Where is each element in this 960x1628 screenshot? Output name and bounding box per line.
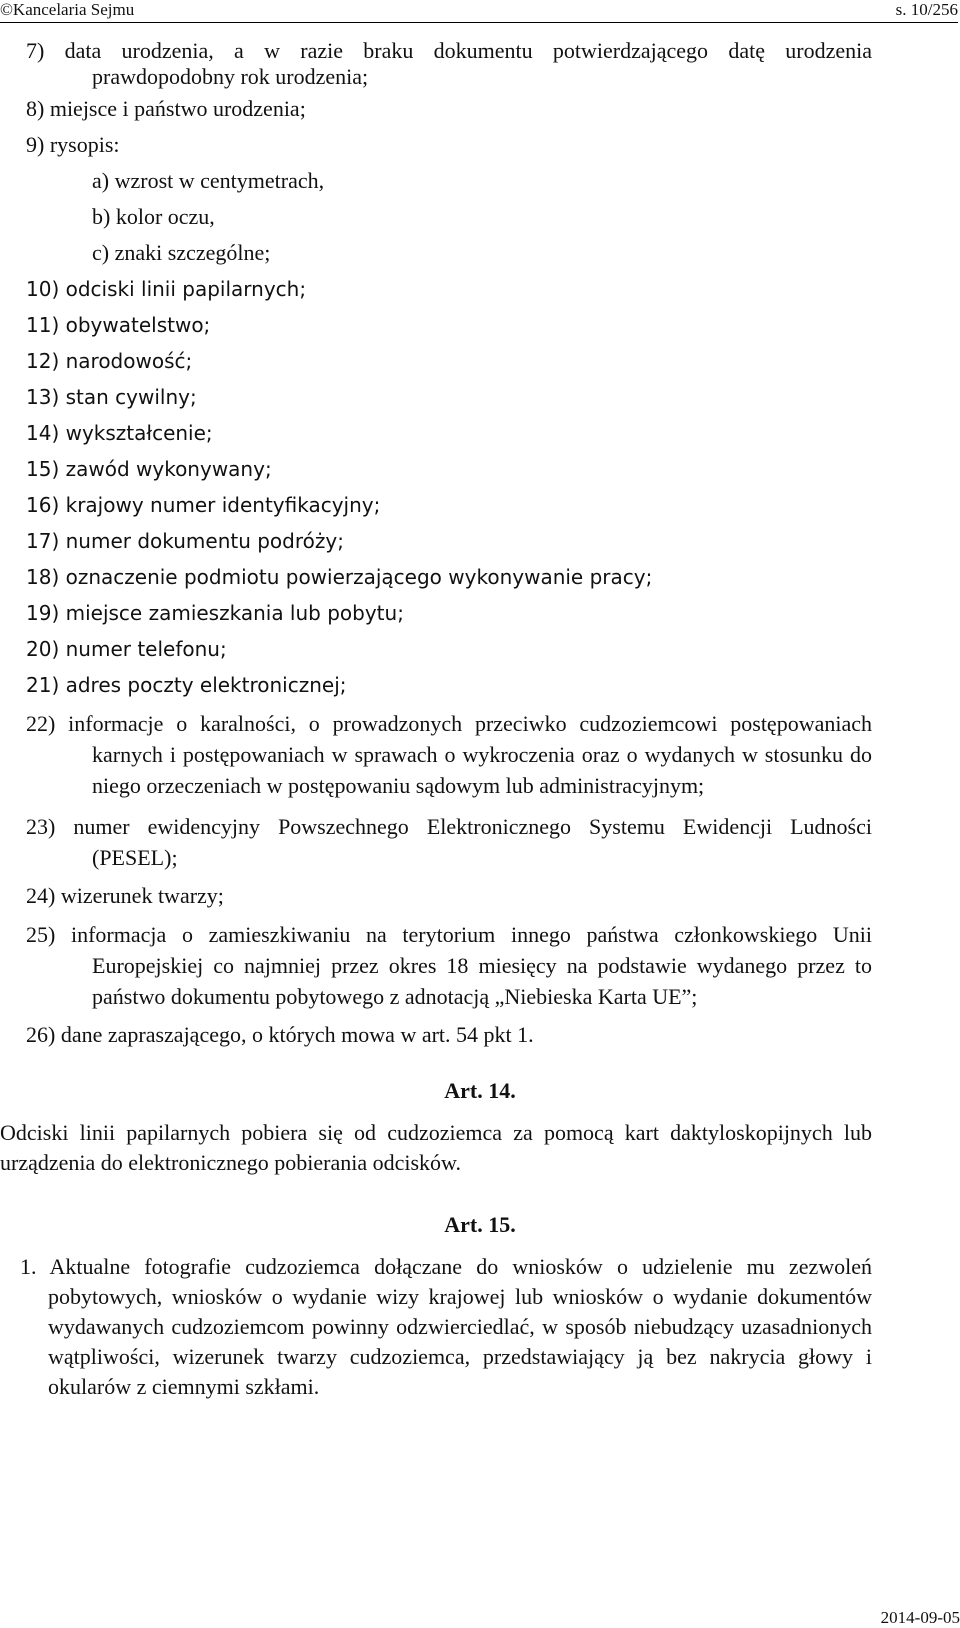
list-item-13: 13) stan cywilny; bbox=[26, 385, 197, 409]
list-item-18: 18) oznaczenie podmiotu powierzającego wykonywanie pracy; bbox=[26, 565, 653, 589]
list-item-9a: a) wzrost w centymetrach, bbox=[92, 168, 325, 193]
list-item-17: 17) numer dokumentu podróży; bbox=[26, 529, 344, 553]
list-item-20: 20) numer telefonu; bbox=[26, 637, 227, 661]
list-item-10: 10) odciski linii papilarnych; bbox=[26, 277, 307, 301]
article-15-paragraph-1: 1. Aktualne fotografie cudzoziemca dołączane do wniosków o udzielenie mu zezwoleń pobytowych, wniosków o wydanie wizy krajowej lub wniosków o wydanie dokumentów wydawanych cudzoziemcom powinny odzwierciedlać, w sposób niebudzący uzasadnionych wątpliwości, wizerunek twarzy cudzoziemca, przedstawiający ją bez nakrycia głowy i okularów z ciemnymi szkłami. bbox=[20, 1254, 872, 1399]
list-item-8: 8) miejsce i państwo urodzenia; bbox=[26, 96, 306, 121]
article-14-title: Art. 14. bbox=[444, 1078, 516, 1103]
list-item-16: 16) krajowy numer identyfikacyjny; bbox=[26, 493, 381, 517]
document-body bbox=[0, 38, 960, 1402]
list-item-24: 24) wizerunek twarzy; bbox=[26, 883, 224, 908]
list-item-7: 7) data urodzenia, a w razie braku dokumentu potwierdzającego datę urodzenia prawdopodobny rok urodzenia; bbox=[26, 38, 872, 89]
list-item-9: 9) rysopis: bbox=[26, 132, 120, 157]
article-14-text: Odciski linii papilarnych pobiera się od cudzoziemca za pomocą kart daktyloskopijnych lub urządzenia do elektronicznego pobierania odcisków. bbox=[0, 1120, 872, 1175]
list-item-9b: b) kolor oczu, bbox=[92, 204, 215, 229]
list-item-23: 23) numer ewidencyjny Powszechnego Elektronicznego Systemu Ewidencji Ludności (PESEL); bbox=[26, 814, 872, 870]
copyright-label: ©Kancelaria Sejmu bbox=[0, 0, 135, 19]
list-item-11: 11) obywatelstwo; bbox=[26, 313, 211, 337]
article-15-title: Art. 15. bbox=[444, 1212, 516, 1237]
list-item-25: 25) informacja o zamieszkiwaniu na terytorium innego państwa członkowskiego Unii Europejskiej co najmniej przez okres 18 miesięcy na podstawie wydanego przez to państwo dokumentu pobytowego z adnotacją „Niebieska Karta UE”; bbox=[26, 922, 872, 1009]
page-header bbox=[0, 0, 958, 23]
list-item-21: 21) adres poczty elektronicznej; bbox=[26, 673, 347, 697]
page-number: s. 10/256 bbox=[895, 0, 958, 19]
list-item-19: 19) miejsce zamieszkania lub pobytu; bbox=[26, 601, 404, 625]
list-item-15: 15) zawód wykonywany; bbox=[26, 457, 272, 481]
list-item-26: 26) dane zapraszającego, o których mowa w art. 54 pkt 1. bbox=[26, 1022, 534, 1047]
list-item-14: 14) wykształcenie; bbox=[26, 421, 213, 445]
document-date: 2014-09-05 bbox=[880, 1608, 960, 1627]
list-item-9c: c) znaki szczególne; bbox=[92, 240, 271, 265]
list-item-12: 12) narodowość; bbox=[26, 349, 193, 373]
list-item-22: 22) informacje o karalności, o prowadzonych przeciwko cudzoziemcowi postępowaniach karnych i postępowaniach w sprawach o wykroczenia oraz o wydanych w stosunku do niego orzeczeniach w postępowaniu sądowym lub administracyjnym; bbox=[26, 711, 872, 798]
